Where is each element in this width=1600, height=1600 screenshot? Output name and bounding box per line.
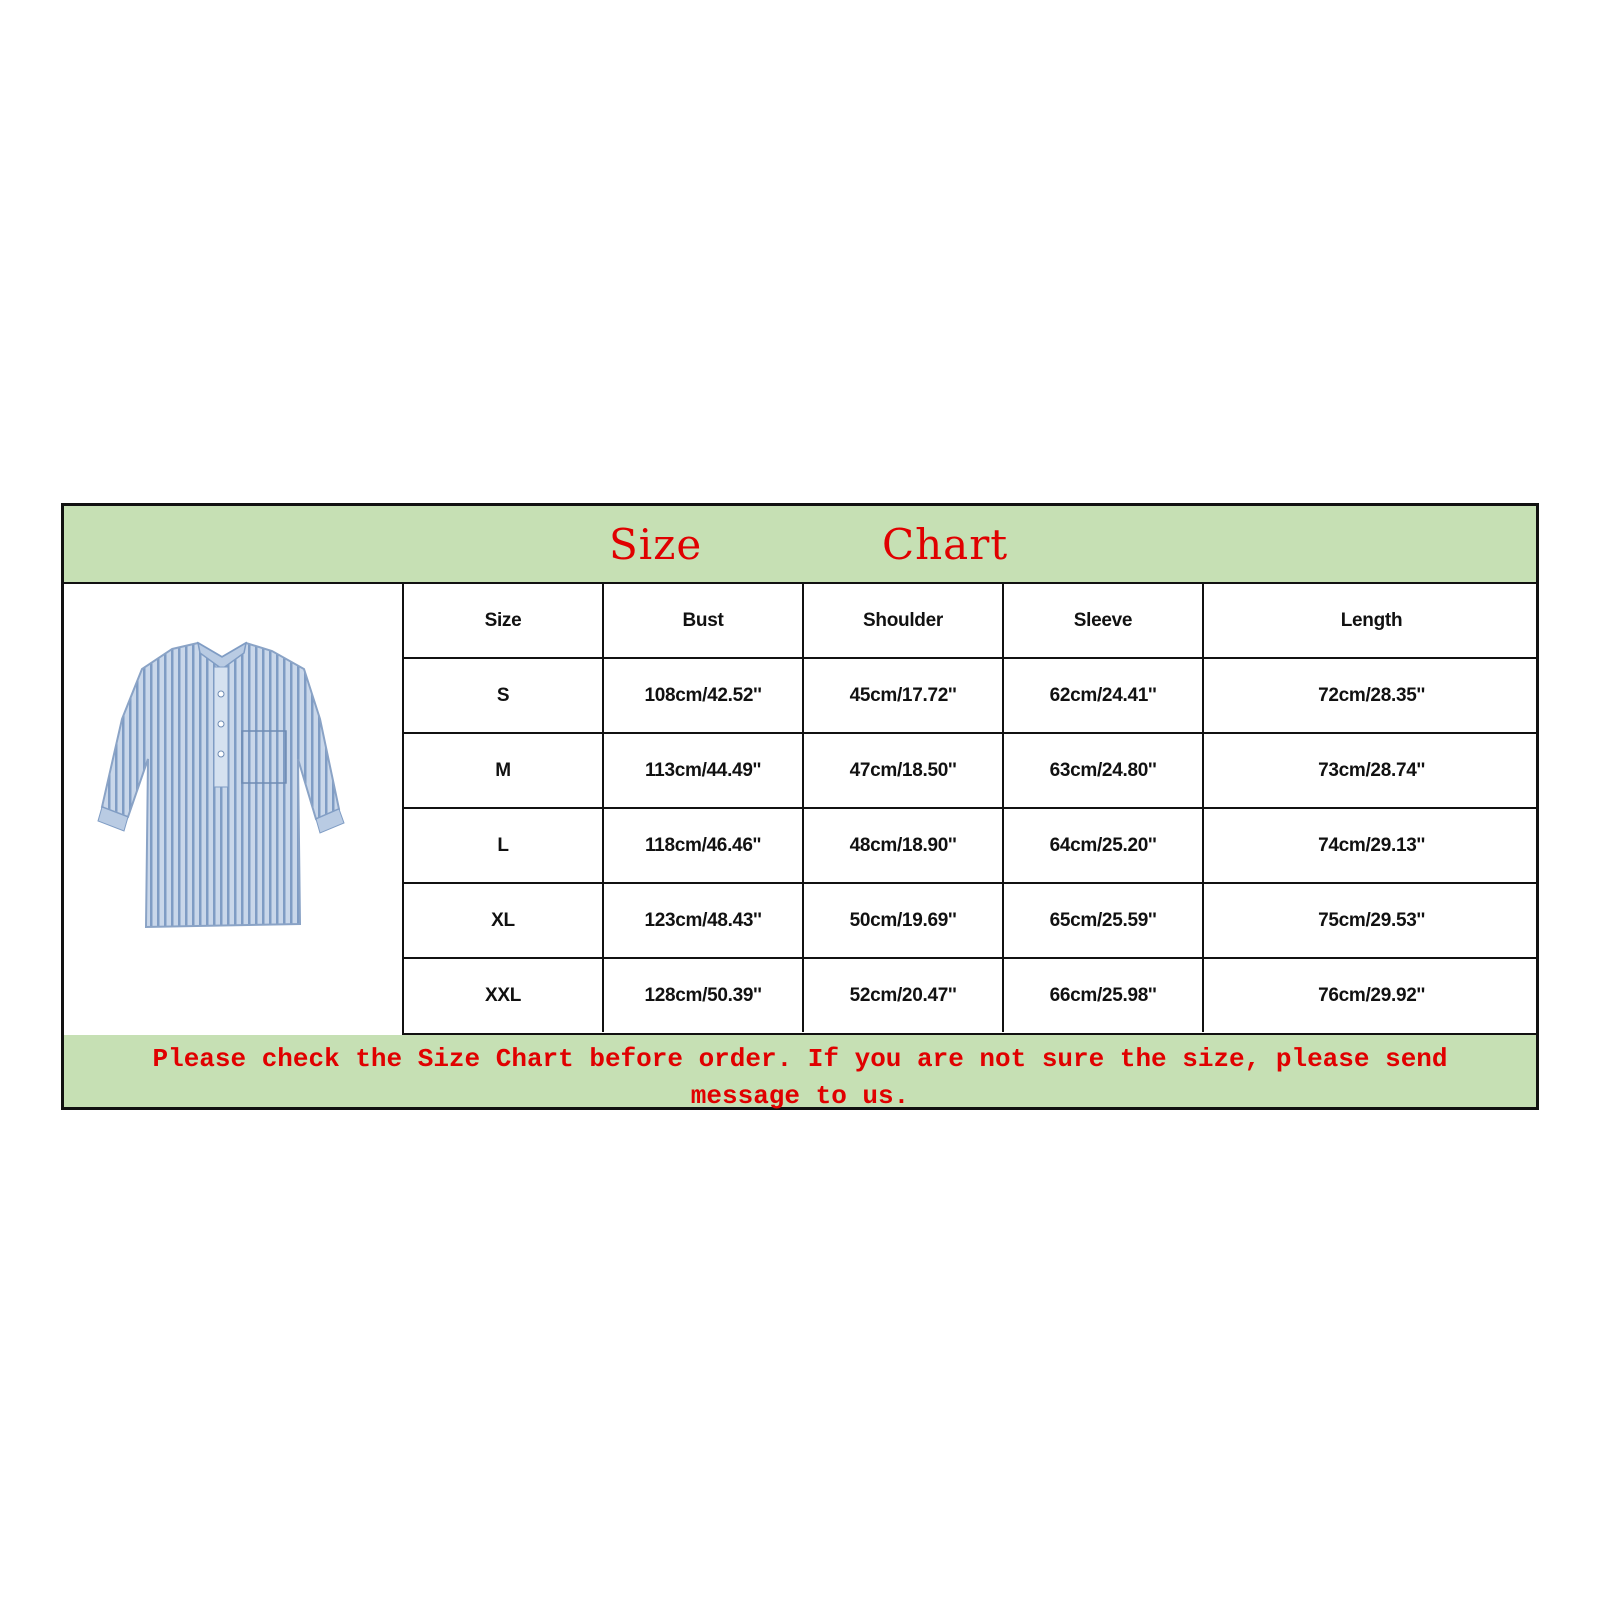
title-bar bbox=[64, 506, 1536, 584]
cell-bust: 113cm/44.49'' bbox=[604, 734, 804, 807]
cell-bust: 128cm/50.39'' bbox=[604, 959, 804, 1032]
cell-shoulder: 45cm/17.72'' bbox=[804, 659, 1004, 732]
cell-bust: 118cm/46.46'' bbox=[604, 809, 804, 882]
cell-shoulder: 48cm/18.90'' bbox=[804, 809, 1004, 882]
title-word-size: Size bbox=[609, 520, 703, 569]
table-row bbox=[404, 659, 1539, 734]
header-shoulder: Shoulder bbox=[804, 584, 1004, 657]
header-size: Size bbox=[404, 584, 604, 657]
title-word-chart: Chart bbox=[882, 520, 1009, 569]
size-note: Please check the Size Chart before order. If you are not sure the size, please send message to us. bbox=[152, 1044, 1448, 1111]
cell-length: 75cm/29.53'' bbox=[1318, 909, 1425, 931]
cell-size: XXL bbox=[404, 959, 604, 1032]
cell-size: M bbox=[404, 734, 604, 807]
striped-shirt-image bbox=[94, 639, 354, 939]
header-bust: Bust bbox=[604, 584, 804, 657]
cell-sleeve: 64cm/25.20'' bbox=[1004, 809, 1204, 882]
product-image-cell bbox=[64, 584, 404, 1035]
table-row bbox=[404, 734, 1539, 809]
cell-bust: 123cm/48.43'' bbox=[604, 884, 804, 957]
note-bar bbox=[64, 1035, 1536, 1111]
table-row bbox=[404, 959, 1539, 1035]
cell-shoulder: 52cm/20.47'' bbox=[804, 959, 1004, 1032]
table-row bbox=[404, 884, 1539, 959]
size-table bbox=[404, 584, 1539, 1035]
cell-bust: 108cm/42.52'' bbox=[604, 659, 804, 732]
cell-length: 76cm/29.92'' bbox=[1318, 984, 1425, 1006]
cell-length: 74cm/29.13'' bbox=[1318, 834, 1425, 856]
table-header-row bbox=[404, 584, 1539, 659]
cell-shoulder: 47cm/18.50'' bbox=[804, 734, 1004, 807]
cell-sleeve: 63cm/24.80'' bbox=[1004, 734, 1204, 807]
cell-sleeve: 66cm/25.98'' bbox=[1004, 959, 1204, 1032]
cell-length: 72cm/28.35'' bbox=[1318, 684, 1425, 706]
cell-length: 73cm/28.74'' bbox=[1318, 759, 1425, 781]
size-chart bbox=[61, 503, 1539, 1110]
cell-shoulder: 50cm/19.69'' bbox=[804, 884, 1004, 957]
header-sleeve: Sleeve bbox=[1004, 584, 1204, 657]
header-length: Length bbox=[1340, 609, 1403, 631]
table-row bbox=[404, 809, 1539, 884]
cell-size: S bbox=[404, 659, 604, 732]
cell-size: L bbox=[404, 809, 604, 882]
cell-size: XL bbox=[404, 884, 604, 957]
cell-sleeve: 65cm/25.59'' bbox=[1004, 884, 1204, 957]
cell-sleeve: 62cm/24.41'' bbox=[1004, 659, 1204, 732]
